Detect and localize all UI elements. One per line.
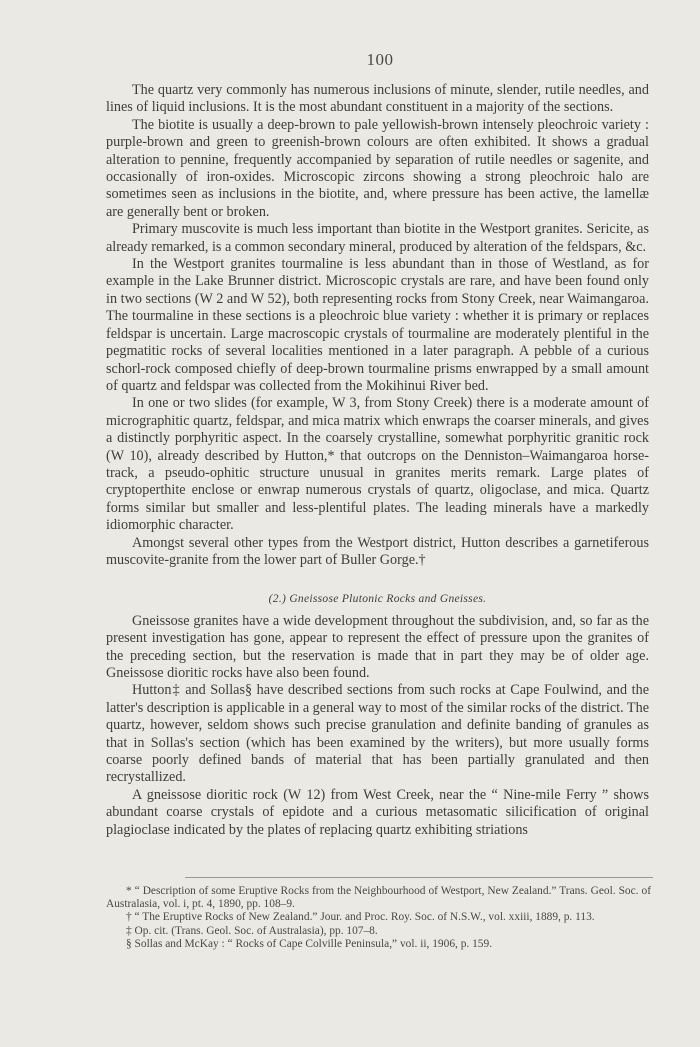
paragraph-gneissose-granites: Gneissose granites have a wide development throughout the subdivision, and, so far as the present investigation has gone, appear to represent the effect of pressure upon the granites of the preceding section, but the reservation is made that in part they may be of older age. Gneissose dioritic rocks have also been found. [106, 612, 649, 681]
footnote-2: † “ The Eruptive Rocks of New Zealand.” Jour. and Proc. Roy. Soc. of N.S.W., vol. xxiii, 1889, p. 113. [126, 911, 595, 924]
paragraph-quartz: The quartz very commonly has numerous inclusions of minute, slender, rutile needles, and lines of liquid inclusions. It is the most abundant constituent in a majority of the sections. [106, 82, 649, 116]
paragraph-tourmaline: In the Westport granites tourmaline is less abundant than in those of Westland, as for example in the Lake Brunner district. Microscopic crystals are rare, and have been found only in two sections (W 2 and W 52), both representing rocks from Stony Creek, near Waimangaroa. The tourmaline in these sections is a pleochroic blue variety : whether it is primary or replaces feldspar is uncertain. Large macroscopic crystals of tourmaline are moderately plentiful in the pegmatitic rocks of several localities mentioned in a later paragraph. A pebble of a curious schorl-rock composed chiefly of deep-brown tourmaline prisms enwrapped by a small amount of quartz and feldspar was collected from the Mokihinui River bed. [106, 256, 649, 394]
paragraph-dioritic-rock: A gneissose dioritic rock (W 12) from West Creek, near the “ Nine-mile Ferry ” shows abundant coarse crystals of epidote and a curious metasomatic silicification of original plagioclase indicated by the plates of replacing quartz exhibiting striations [106, 786, 649, 838]
footnote-3: ‡ Op. cit. (Trans. Geol. Soc. of Australasia), pp. 107–8. [126, 924, 378, 937]
paragraph-porphyritic: In one or two slides (for example, W 3, from Stony Creek) there is a moderate amount of micrographitic quartz, feldspar, and mica matrix which enwraps the coarser minerals, and gives a distinctly porphyritic aspect. In the coarsely crystalline, somewhat porphyritic granitic rock (W 10), already described by Hutton,* that outcrops on the Denniston–Waimangaroa horse-track, a pseudo-ophitic structure unusual in granites merits remark. Large plates of cryptoperthite enclose or enwrap numerous crystals of quartz, oligoclase, and mica. Quartz forms similar but smaller and less-plentiful plates. The leading minerals have a markedly idiomorphic character. [106, 395, 649, 534]
section-heading: (2.) Gneissose Plutonic Rocks and Gneisses. [268, 593, 487, 606]
paragraph-biotite: The biotite is usually a deep-brown to pale yellowish-brown intensely pleochroic variety : purple-brown and green to greenish-brown colours are often exhibited. It shows a gradual alteration to pennine, frequently accompanied by separation of rutile needles or sagenite, and occasionally of iron-oxides. Microscopic zircons showing a strong pleochroic halo are sometimes seen as inclusions in the biotite, and, where pressure has been active, the lamellæ are generally bent or broken. [106, 116, 649, 220]
paragraph-hutton-sollas: Hutton‡ and Sollas§ have described sections from such rocks at Cape Foulwind, and the latter's description is applicable in a general way to most of the similar rocks of the district. The quartz, however, seldom shows such precise granulation and definite banding of granules as that in Sollas's section (which has been examined by the writers), but more usually forms coarse poorly defined bands of material that has been partially granulated and then recrystallized. [106, 682, 649, 786]
footnote-1: * “ Description of some Eruptive Rocks from the Neighbourhood of Westport, New Zealand.” Trans. Geol. Soc. of Australasia, vol. i, pt. 4, 1890, pp. 108–9. [106, 885, 651, 911]
footnotes [106, 885, 651, 951]
paragraph-muscovite: Primary muscovite is much less important than biotite in the Westport granites. Sericite, as already remarked, is a common secondary mineral, produced by alteration of the feldspars, &c. [106, 221, 649, 255]
paragraph-garnetiferous: Amongst several other types from the Westport district, Hutton describes a garnetiferous muscovite-granite from the lower part of Buller Gorge.† [106, 534, 649, 568]
footnote-4: § Sollas and McKay : “ Rocks of Cape Colville Peninsula,” vol. ii, 1906, p. 159. [126, 937, 493, 950]
main-text [106, 82, 649, 839]
page-number: 100 [366, 50, 394, 69]
footnote-divider [185, 877, 653, 878]
